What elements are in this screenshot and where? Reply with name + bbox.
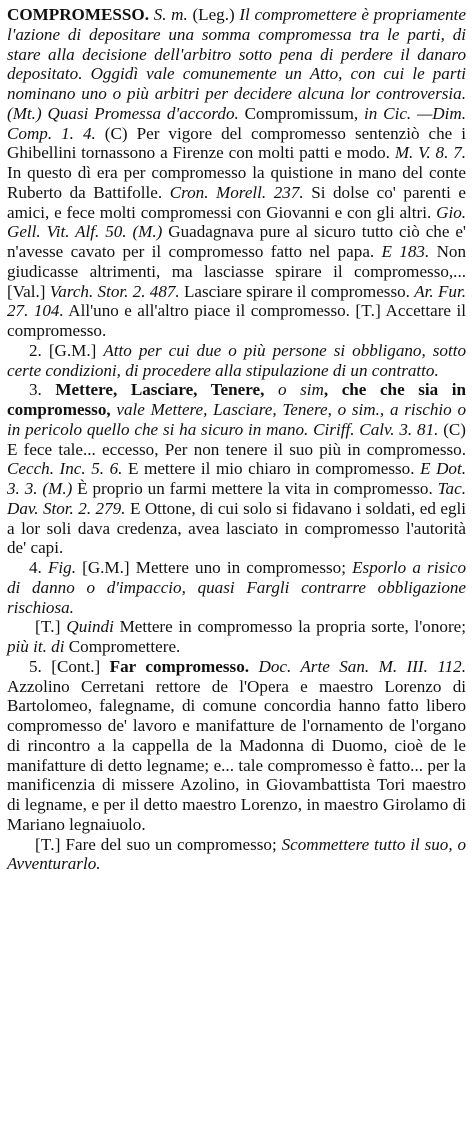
citation: Tac. Dav. Stor. 2. 279. bbox=[7, 479, 466, 518]
source-tag: [T.] bbox=[35, 834, 61, 854]
citation: E 183. bbox=[381, 242, 430, 261]
source-tag: [T.] bbox=[35, 617, 61, 637]
example-text: E Ottone, di cui solo si fidavano i soldati, ed egli a lor soli dava credenza, avea lasciato in compromesso l'autorità de' capi. bbox=[7, 498, 466, 558]
phrase: Mettere uno in compromesso; bbox=[135, 558, 346, 577]
example-text: Per vigore del compromesso sentenziò che i Ghibellini tornassono a Firenze con molti patti e modo. bbox=[7, 123, 466, 163]
source-tag: (C) bbox=[443, 419, 466, 439]
source-tag: (M.) bbox=[132, 222, 163, 242]
source-tag: [G.M.] bbox=[48, 340, 97, 360]
source-tag: [Val.] bbox=[7, 281, 46, 301]
sense-number: 3. bbox=[29, 380, 42, 400]
sense-5 bbox=[7, 657, 466, 835]
phrase-cont: , che che sia in compromesso, bbox=[7, 380, 467, 419]
register-label: (Leg.) bbox=[192, 5, 235, 24]
example-text: Accettare il compromesso. bbox=[7, 301, 466, 340]
source-tag: [Cont.] bbox=[51, 656, 101, 676]
example-text: Azzolino Cerretani rettore de l'Opera e maestro Lorenzo di Bartolomeo, falegname, di comune concordia hanno fatto libero compromesso de' lavoro e manifatture de l'ornamento de l'organo di rincontro a la cappella de la Madonna di Duomo, cioè de le manifatture di detto legname; e... tale compromesso è fatto... per la manificenzia di missere Azolino, in Giovambattista Tori maestro di legname, e per il detto maestro Lorenzo, in maestro Girolamo di Mariano legnaiuolo. bbox=[7, 676, 466, 834]
sense-3 bbox=[7, 380, 466, 558]
definition: Esporlo a risico di danno o d'impaccio, quasi Fargli contrarre obbligazione rischiosa. bbox=[7, 558, 466, 617]
entry-main bbox=[7, 5, 466, 341]
source-tag: (C) bbox=[104, 123, 128, 143]
definition: Atto per cui due o più persone si obbligano, sotto certe condizioni, di procedere alla stipulazione di un contratto. bbox=[7, 340, 466, 380]
source-tag: [G.M.] bbox=[82, 558, 130, 577]
sense-4-sub bbox=[7, 617, 466, 657]
sense-5-sub bbox=[7, 835, 466, 875]
mt-tag: (Mt.) bbox=[7, 103, 42, 123]
example-text: Non giudicasse altrimenti, ma lasciasse spirare il compromesso,... bbox=[7, 242, 467, 281]
mt-definition: Quasi Promessa d'accordo. bbox=[47, 103, 239, 123]
example-text: Guadagnava pure al sicuro tutto ciò che e' n'avesse cavato per il compromesso fatto nel papa. bbox=[7, 222, 466, 261]
usage-note: più it. di bbox=[7, 637, 65, 656]
phrase: Far compromesso. bbox=[109, 656, 250, 676]
citation: Ciriff. Calv. 3. 81. bbox=[313, 419, 439, 439]
source-tag: (M.) bbox=[42, 479, 73, 498]
o-sim: o sim bbox=[277, 380, 324, 400]
sense-2 bbox=[7, 341, 466, 381]
sense-number: 2. bbox=[29, 340, 42, 360]
citation: Doc. Arte San. M. III. 112. bbox=[258, 656, 466, 676]
citation: Varch. Stor. 2. 487. bbox=[49, 281, 180, 301]
definition: Scommettere tutto il suo, o Avventurarlo. bbox=[7, 834, 467, 874]
sense-number: 4. bbox=[29, 558, 42, 577]
phrase: Mettere in compromesso la propria sorte, l'onore; bbox=[119, 617, 466, 637]
citation: Gio. Gell. Vit. Alf. 50. bbox=[7, 202, 467, 242]
citation: Cron. Morell. 237. bbox=[169, 182, 304, 202]
example-text: All'uno e all'altro piace il compromesso. bbox=[68, 301, 350, 321]
fig-label: Fig. bbox=[47, 558, 76, 577]
sense-4 bbox=[7, 558, 466, 617]
definition: vale Mettere, Lasciare, Tenere, o sim., a rischio o in pericolo quello che si ha sicuro in mano. bbox=[7, 400, 466, 439]
quindi-label: Quindi bbox=[66, 617, 114, 637]
example-text: In questo dì era per compromesso la quistione in mano del conte Ruberto da Battifolle. bbox=[7, 163, 466, 202]
source-tag: [T.] bbox=[355, 301, 382, 321]
latin-equivalent: Compromissum, bbox=[244, 103, 359, 123]
headword: COMPROMESSO. bbox=[7, 5, 149, 24]
definition: Il compromettere è propriamente l'azione di depositare una somma compromessa tra le parti, di stare alla decisione dell'arbitro sotto pena di perdere il danaro depositato. Oggidì vale comunemente un Atto, con cui le parti nominano uno o più arbitri per decidere alcuna lor controversia. bbox=[7, 5, 466, 103]
example-text: È proprio un farmi mettere la vita in compromesso. bbox=[77, 479, 433, 498]
phrase: Mettere, Lasciare, Tenere, bbox=[55, 380, 265, 400]
citation: Cecch. Inc. 5. 6. bbox=[7, 459, 123, 479]
related-word: Compromettere. bbox=[68, 637, 181, 656]
example-text: Lasciare spirare il compromesso. bbox=[183, 281, 410, 301]
citation: E Dot. 3. 3. bbox=[7, 459, 466, 498]
citation: M. V. 8. 7. bbox=[394, 143, 467, 163]
example-text: E mettere il mio chiaro in compromesso. bbox=[128, 459, 415, 479]
example-text: E fece tale... eccesso, Per non tenere il suo più in compromesso. bbox=[7, 439, 466, 459]
citation: Ar. Fur. 27. 104. bbox=[7, 281, 466, 321]
example-text: Si dolse co' parenti e amici, e fece molti compromessi con Giovanni e con gli altri. bbox=[7, 182, 466, 222]
phrase: Fare del suo un compromesso; bbox=[65, 834, 277, 854]
part-of-speech: S. m. bbox=[153, 5, 188, 24]
latin-citation: in Cic. —Dim. Comp. 1. 4. bbox=[7, 103, 466, 143]
sense-number: 5. bbox=[29, 656, 42, 676]
